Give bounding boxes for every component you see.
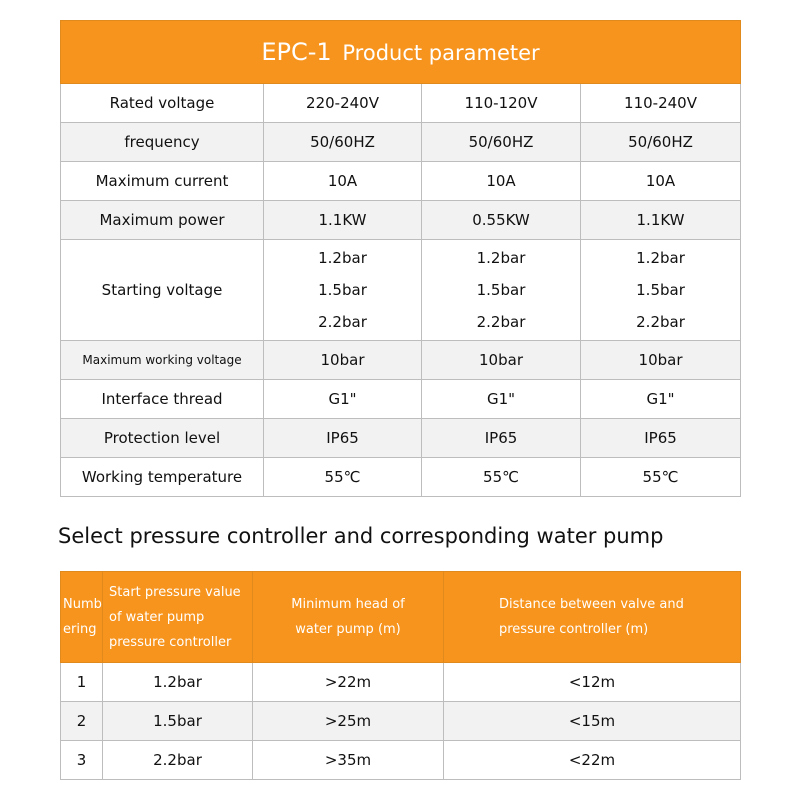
section-subtitle: Select pressure controller and corresponding water pump (58, 524, 664, 548)
row-label: frequency (61, 123, 264, 162)
cell: 55℃ (422, 458, 581, 497)
cell-value: 1.5bar (476, 281, 526, 299)
cell-head: >25m (253, 702, 444, 741)
product-parameter-table (60, 20, 741, 497)
table-header-row (61, 572, 741, 663)
cell: 10A (264, 162, 422, 201)
cell: G1" (422, 380, 581, 419)
table-row (61, 162, 741, 201)
header-line: Start pressure value (109, 584, 241, 600)
cell-value: 1.5bar (318, 281, 367, 299)
cell: G1" (264, 380, 422, 419)
cell-number: 3 (61, 741, 103, 780)
cell: 110-120V (422, 84, 581, 123)
cell: 55℃ (581, 458, 741, 497)
header-numbering (61, 572, 103, 663)
cell: IP65 (264, 419, 422, 458)
cell: 10A (581, 162, 741, 201)
row-label: Protection level (61, 419, 264, 458)
cell: 1.1KW (581, 201, 741, 240)
cell (264, 240, 422, 341)
row-label: Rated voltage (61, 84, 264, 123)
cell: IP65 (581, 419, 741, 458)
table-title (61, 21, 741, 84)
table-row (61, 741, 741, 780)
header-distance (444, 572, 741, 663)
row-label: Working temperature (61, 458, 264, 497)
cell-number: 2 (61, 702, 103, 741)
header-line: ering (63, 622, 97, 637)
cell: 10bar (264, 341, 422, 380)
table-row (61, 201, 741, 240)
cell-value: 2.2bar (636, 313, 685, 331)
table-row (61, 419, 741, 458)
cell: 0.55KW (422, 201, 581, 240)
header-line: pressure controller (m) (499, 622, 649, 637)
cell (581, 240, 741, 341)
cell: 10bar (422, 341, 581, 380)
cell-value: 1.2bar (476, 249, 526, 267)
table-row (61, 84, 741, 123)
cell-value: 1.2bar (636, 249, 685, 267)
title-text: Product parameter (342, 41, 540, 65)
cell: 1.1KW (264, 201, 422, 240)
table-row (61, 123, 741, 162)
cell-pressure: 2.2bar (103, 741, 253, 780)
table-row (61, 458, 741, 497)
cell: 220-240V (264, 84, 422, 123)
cell-distance: <12m (444, 663, 741, 702)
cell: 10bar (581, 341, 741, 380)
row-label: Interface thread (61, 380, 264, 419)
cell-value: 2.2bar (318, 313, 367, 331)
header-line: water pump (m) (295, 622, 401, 637)
table-row (61, 341, 741, 380)
header-start-pressure (103, 572, 253, 663)
table-row (61, 663, 741, 702)
cell: 55℃ (264, 458, 422, 497)
header-line: Numb (63, 597, 102, 612)
cell-number: 1 (61, 663, 103, 702)
cell-head: >35m (253, 741, 444, 780)
table-row (61, 380, 741, 419)
cell-value: 1.5bar (636, 281, 685, 299)
row-label: Maximum power (61, 201, 264, 240)
cell: 50/60HZ (422, 123, 581, 162)
cell: 110-240V (581, 84, 741, 123)
table-row (61, 240, 741, 341)
cell: 10A (422, 162, 581, 201)
title-model: EPC-1 (261, 38, 332, 66)
cell (422, 240, 581, 341)
cell-head: >22m (253, 663, 444, 702)
cell-value: 2.2bar (476, 313, 526, 331)
table-row (61, 702, 741, 741)
row-label: Maximum working voltage (61, 341, 264, 380)
row-label: Maximum current (61, 162, 264, 201)
table-title-row (61, 21, 741, 84)
cell: 50/60HZ (581, 123, 741, 162)
header-line: Minimum head of (291, 597, 405, 612)
header-min-head (253, 572, 444, 663)
pump-selection-table (60, 571, 741, 780)
header-line: pressure controller (109, 634, 232, 650)
header-line: Distance between valve and (499, 597, 684, 612)
row-label: Starting voltage (61, 240, 264, 341)
cell: 50/60HZ (264, 123, 422, 162)
header-line: of water pump (109, 609, 205, 625)
cell-pressure: 1.2bar (103, 663, 253, 702)
cell: IP65 (422, 419, 581, 458)
cell: G1" (581, 380, 741, 419)
cell-pressure: 1.5bar (103, 702, 253, 741)
cell-distance: <15m (444, 702, 741, 741)
cell-value: 1.2bar (318, 249, 367, 267)
cell-distance: <22m (444, 741, 741, 780)
